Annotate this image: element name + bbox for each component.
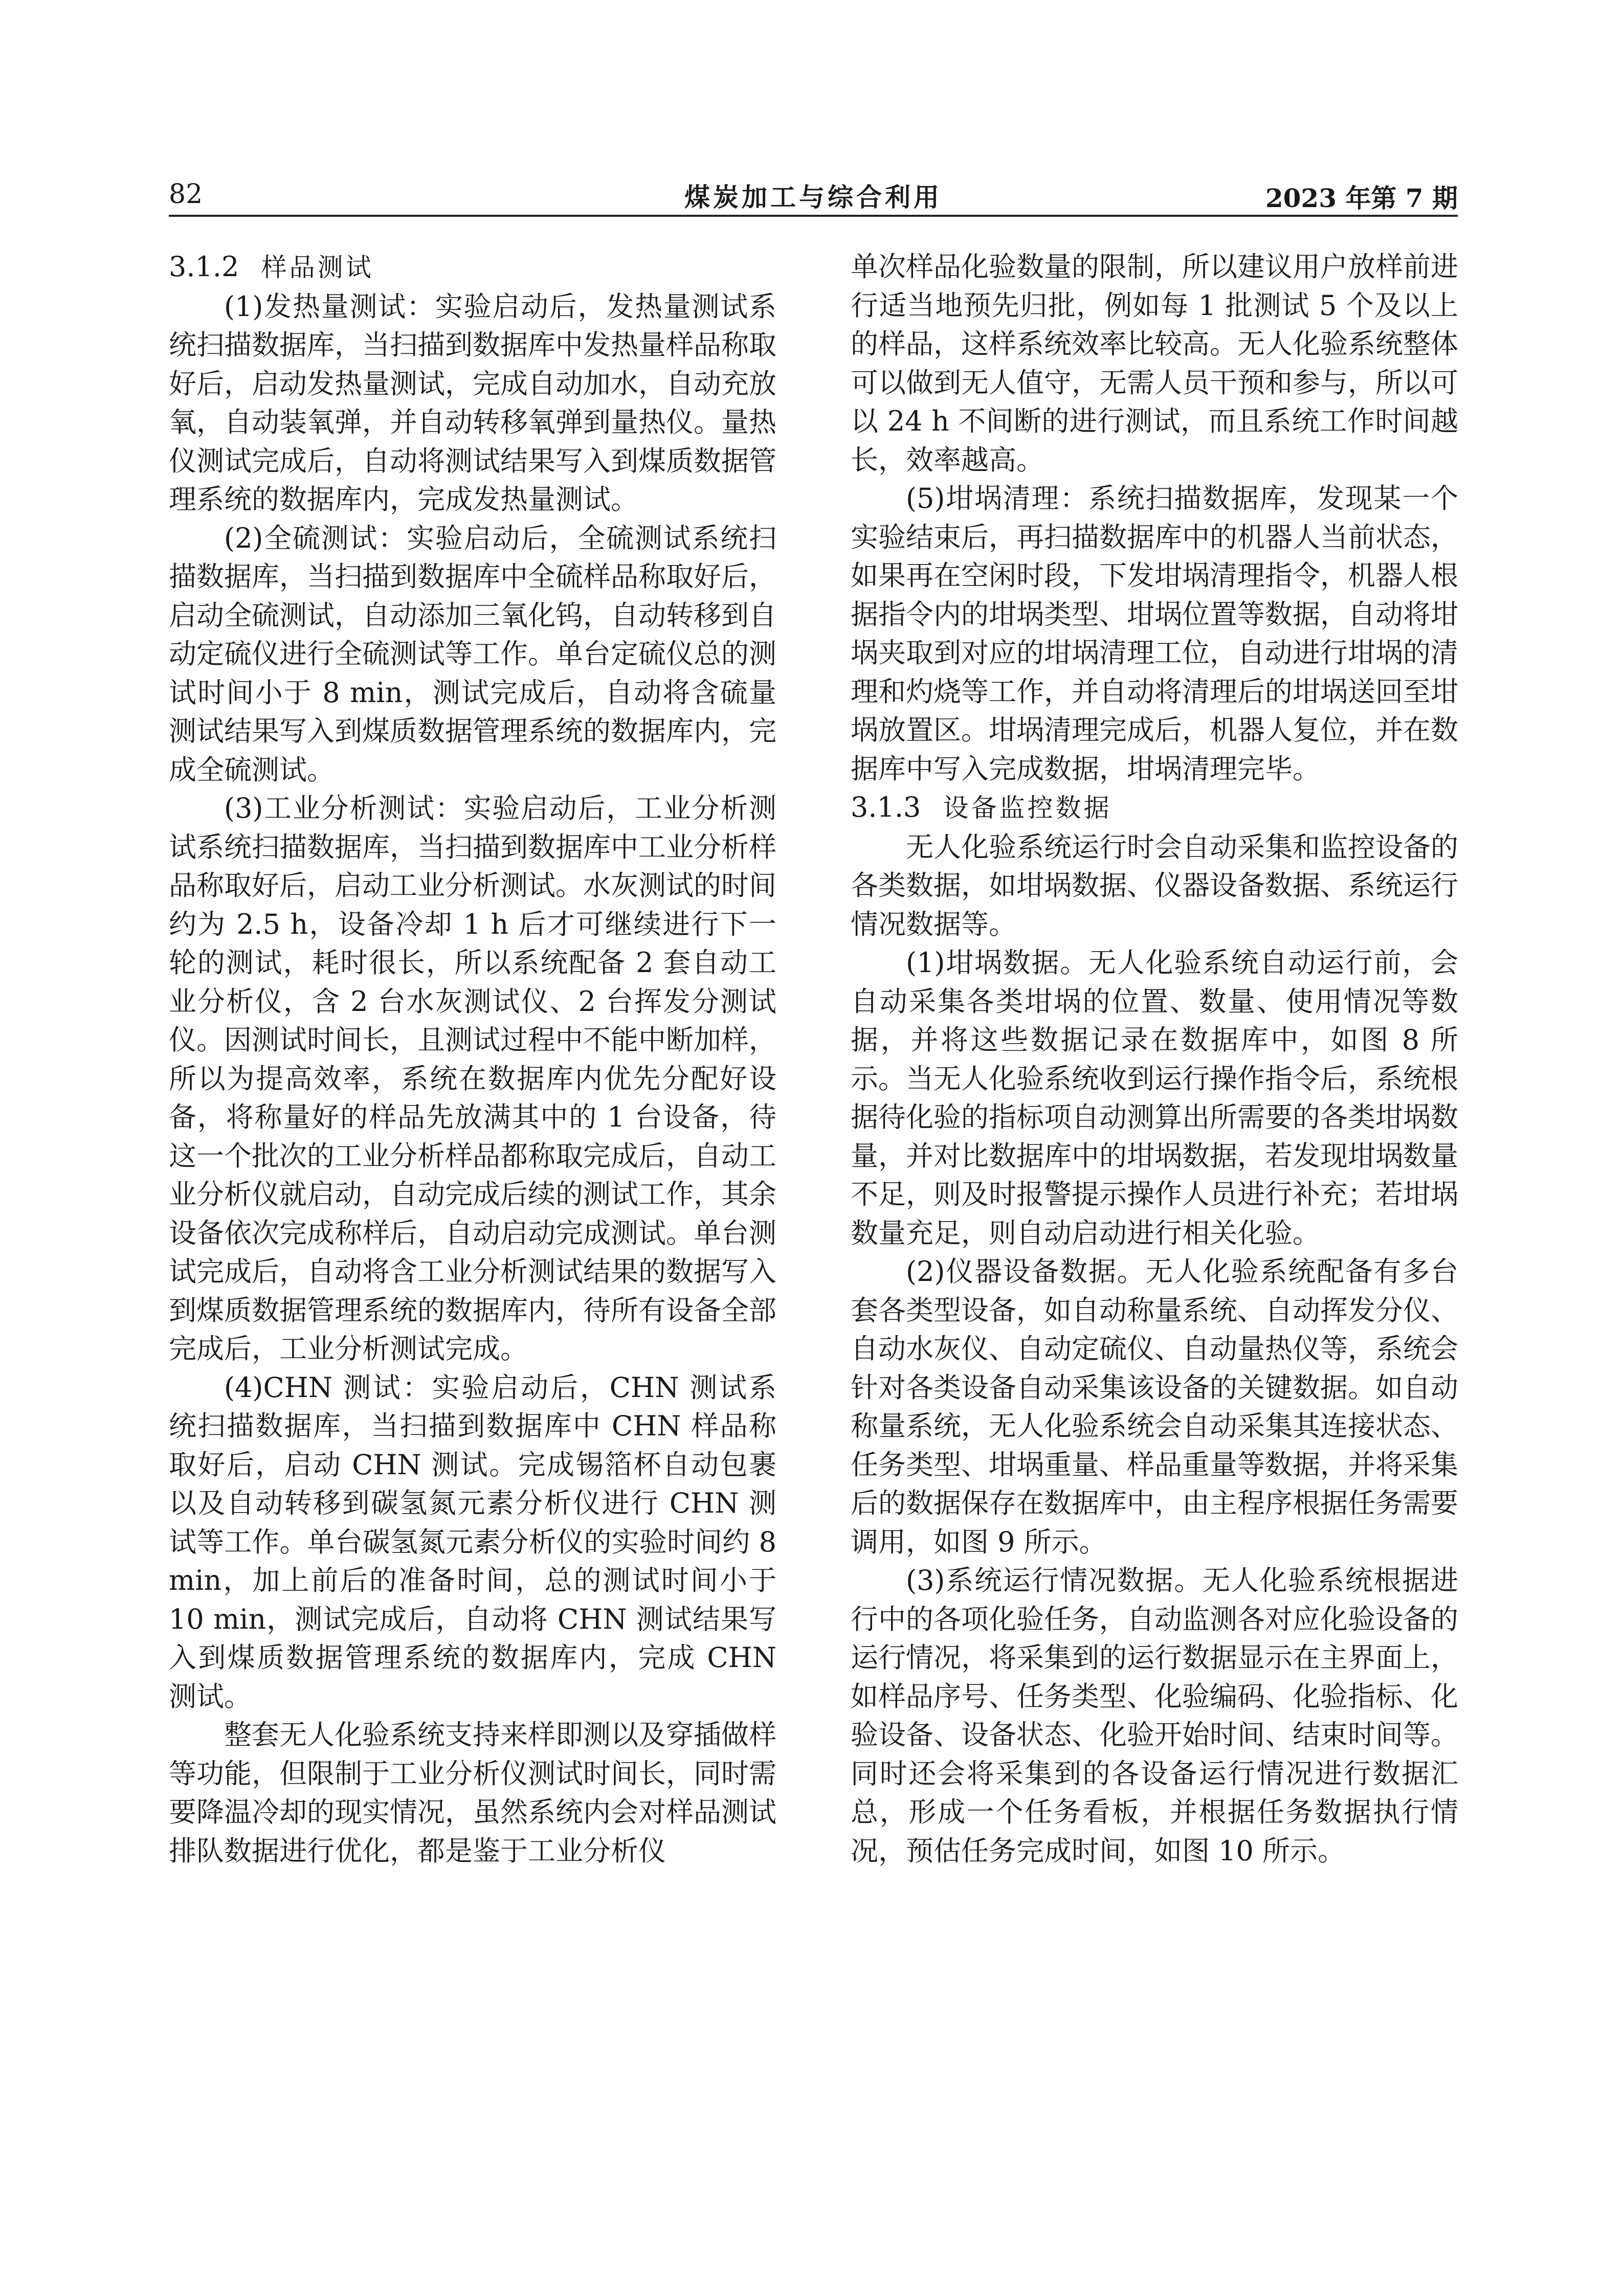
section-title: 样品测试 [261,253,374,282]
paragraph-proximate-analysis-test: (3)工业分析测试：实验启动后，工业分析测试系统扫描数据库，当扫描到数据库中工业分析样品称取好后，启动工业分析测试。水灰测试的时间约为 2.5 h，设备冷却 1 h 后才可继续进行下一轮的测试，耗时很长，所以系统配备 2 套自动工业分析仪，含 2 台水灰测试仪、2 台挥发分测试仪。因测试时间长，且测试过程中不能中断加样，所以为提高效率，系统在数据库内优先分配好设备，将称量好的样品先放满其中的 1 台设备，待这一个批次的工业分析样品都称取完成后，自动工业分析仪就启动，自动完成后续的测试工作，其余设备依次完成称样后，自动启动完成测试。单台测试完成后，自动将含工业分析测试结果的数据写入到煤质数据管理系统的数据库内，待所有设备全部完成后，工业分析测试完成。 [169,792,776,1365]
paragraph-monitoring-intro: 无人化验系统运行时会自动采集和监控设备的各类数据，如坩埚数据、仪器设备数据、系统运行情况数据等。 [851,830,1458,940]
paragraph-crucible-cleaning: (5)坩埚清理：系统扫描数据库，发现某一个实验结束后，再扫描数据库中的机器人当前状态，如果再在空闲时段，下发坩埚清理指令，机器人根据指令内的坩埚类型、坩埚位置等数据，自动将坩埚夹取到对应的坩埚清理工位，自动进行坩埚的清理和灼烧等工作，并自动将清理后的坩埚送回至坩埚放置区。坩埚清理完成后，机器人复位，并在数据库中写入完成数据，坩埚清理完毕。 [851,482,1458,785]
paragraph-instrument-data: (2)仪器设备数据。无人化验系统配备有多台套各类型设备，如自动称量系统、自动挥发分仪、自动水灰仪、自动定硫仪、自动量热仪等，系统会针对各类设备自动采集该设备的关键数据。如自动称量系统，无人化验系统会自动采集其连接状态、任务类型、坩埚重量、样品重量等数据，并将采集后的数据保存在数据库中，由主程序根据任务需要调用，如图 9 所示。 [851,1255,1458,1558]
page-number: 82 [169,179,203,210]
paragraph-calorific-test: (1)发热量测试：实验启动后，发热量测试系统扫描数据库，当扫描到数据库中发热量样品称取好后，启动发热量测试，完成自动加水，自动充放氧，自动装氧弹，并自动转移氧弹到量热仪。量热仪测试完成后，自动将测试结果写入到煤质数据管理系统的数据库内，完成发热量测试。 [169,290,776,515]
paragraph-total-sulfur-test: (2)全硫测试：实验启动后，全硫测试系统扫描数据库，当扫描到数据库中全硫样品称取好后，启动全硫测试，自动添加三氧化钨，自动转移到自动定硫仪进行全硫测试等工作。单台定硫仪总的测试时间小于 8 min，测试完成后，自动将含硫量测试结果写入到煤质数据管理系统的数据库内，完成全硫测试。 [169,522,776,786]
paragraph-system-overview-continued: 单次样品化验数量的限制，所以建议用户放样前进行适当地预先归批，例如每 1 批测试 5 个及以上的样品，这样系统效率比较高。无人化验系统整体可以做到无人值守，无需人员干预和参与，所以可以 24 h 不间断的进行测试，而且系统工作时间越长，效率越高。 [851,251,1458,476]
section-title: 设备监控数据 [943,793,1112,823]
section-number: 3.1.2 [169,251,239,283]
left-column [169,247,776,1870]
paragraph-chn-test: (4)CHN 测试：实验启动后，CHN 测试系统扫描数据库，当扫描到数据库中 CHN 样品称取好后，启动 CHN 测试。完成锡箔杯自动包裹以及自动转移到碳氢氮元素分析仪进行 CHN 测试等工作。单台碳氢氮元素分析仪的实验时间约 8 min，加上前后的准备时间，总的测试时间小于 10 min，测试完成后，自动将 CHN 测试结果写入到煤质数据管理系统的数据库内，完成 CHN 测试。 [169,1371,776,1713]
right-column [851,247,1458,1870]
section-heading-3-1-3 [851,788,1458,828]
paragraph-crucible-data: (1)坩埚数据。无人化验系统自动运行前，会自动采集各类坩埚的位置、数量、使用情况等数据，并将这些数据记录在数据库中，如图 8 所示。当无人化验系统收到运行操作指令后，系统根据待化验的指标项自动测算出所需要的各类坩埚数量，并对比数据库中的坩埚数据，若发现坩埚数量不足，则及时报警提示操作人员进行补充；若坩埚数量充足，则自动启动进行相关化验。 [851,947,1458,1249]
issue-label: 2023 年第 7 期 [1265,183,1458,213]
running-header [169,174,1458,217]
section-number: 3.1.3 [851,791,921,823]
paragraph-system-status-data: (3)系统运行情况数据。无人化验系统根据进行中的各项化验任务，自动监测各对应化验设备的运行情况，将采集到的运行数据显示在主界面上，如样品序号、任务类型、化验编码、化验指标、化验设备、设备状态、化验开始时间、结束时间等。同时还会将采集到的各设备运行情况进行数据汇总，形成一个任务看板，并根据任务数据执行情况，预估任务完成时间，如图 10 所示。 [851,1564,1458,1867]
paragraph-system-overview: 整套无人化验系统支持来样即测以及穿插做样等功能，但限制于工业分析仪测试时间长，同时需要降温冷却的现实情况，虽然系统内会对样品测试排队数据进行优化，都是鉴于工业分析仪 [169,1719,776,1867]
journal-title: 煤炭加工与综合利用 [684,182,942,212]
section-heading-3-1-2 [169,247,776,287]
